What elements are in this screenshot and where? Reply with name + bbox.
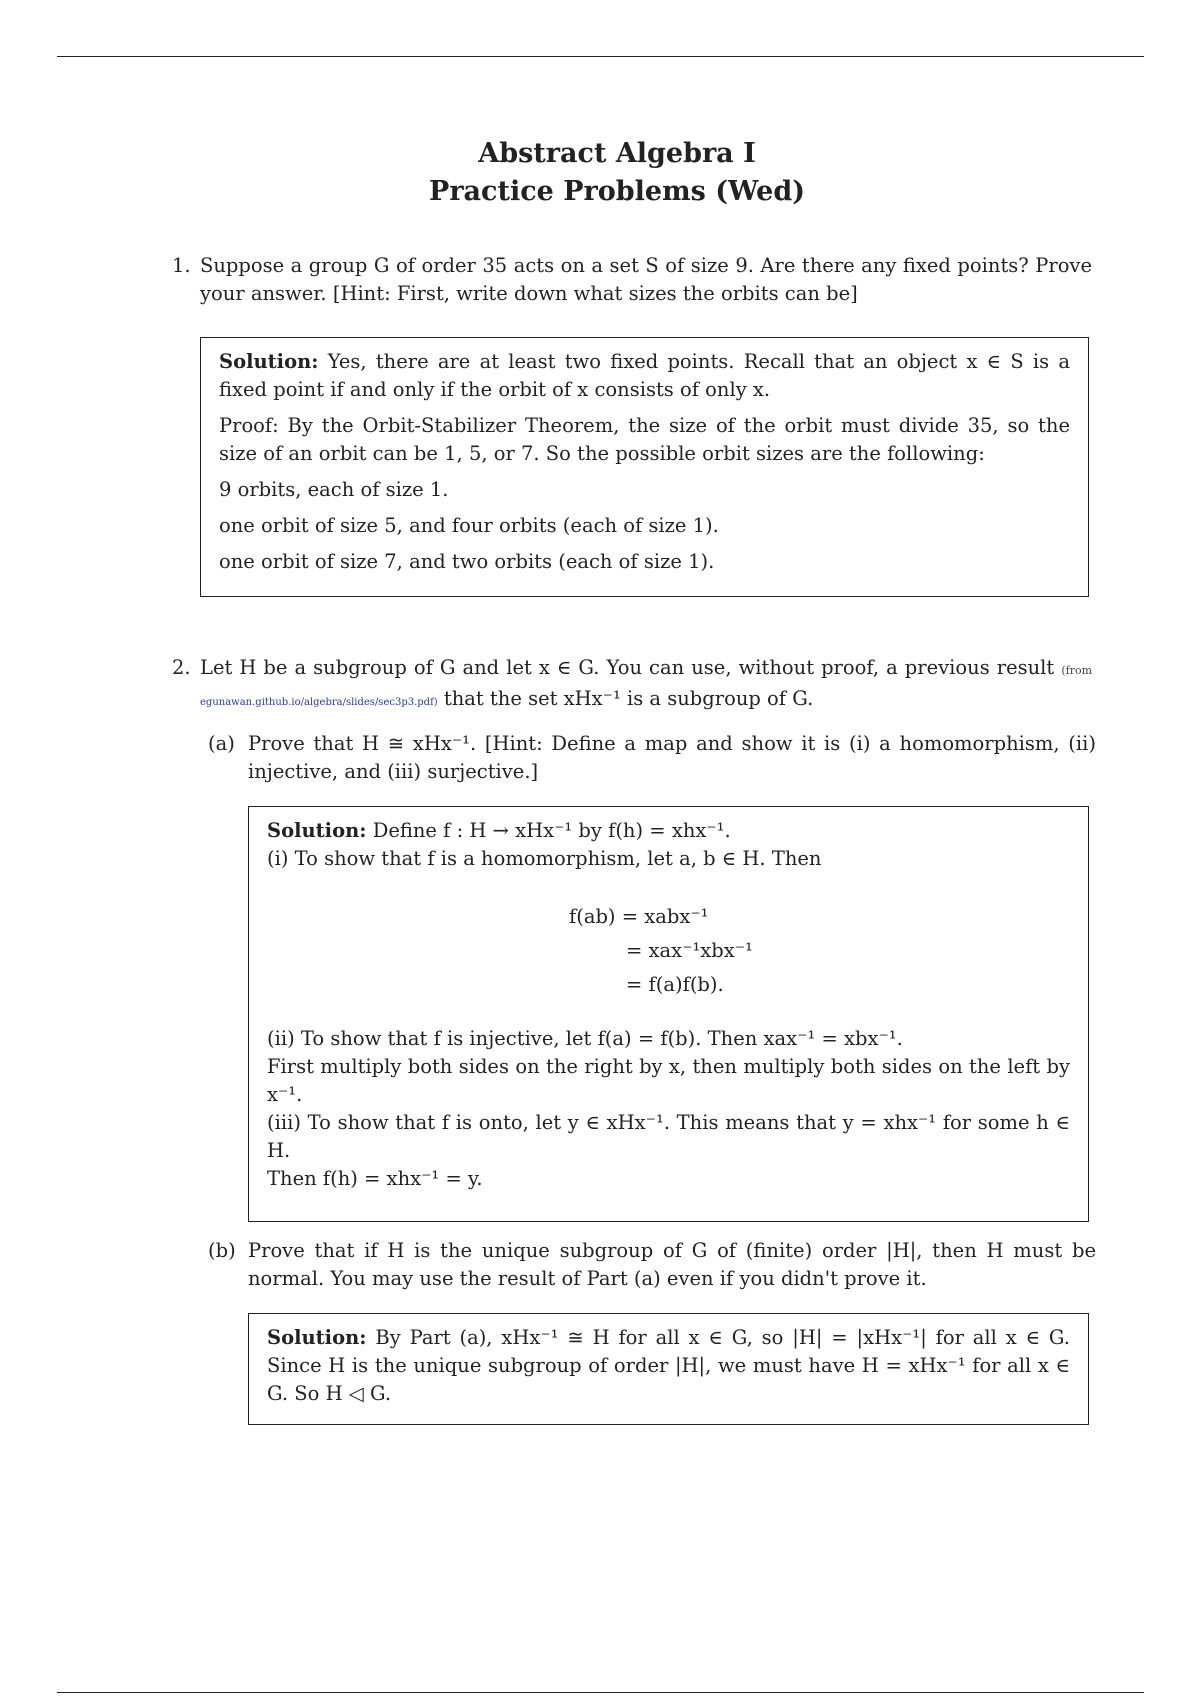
orbit-case-3: one orbit of size 7, and two orbits (each of size 1). [219,550,715,573]
problem-text: Suppose a group G of order 35 acts on a set S of size 9. Are there any fixed points? Prove your answer. [Hint: First, write down what sizes the orbits can be] [200,254,1092,305]
solution-label: Solution: [267,1326,367,1349]
part-label: (b) [208,1239,236,1262]
equation-line: = f(a)f(b). [626,973,724,996]
step-onto-conclusion: Then f(h) = xhx⁻¹ = y. [267,1167,483,1190]
equation-line: = xax⁻¹xbx⁻¹ [626,939,753,962]
top-rule [57,56,1144,57]
injective-onto-steps [267,1025,1070,1193]
solution-box-2a [248,806,1089,1222]
problem-text-part-b: that the set xHx⁻¹ is a subgroup of G. [443,687,814,710]
document-subtitle: Practice Problems (Wed) [429,176,805,207]
part-text: Prove that H ≅ xHx⁻¹. [Hint: Define a map and show it is (i) a homomorphism, (ii) injective, and (iii) surjective.] [248,732,1096,783]
reference-link[interactable]: egunawan.github.io/algebra/slides/sec3p3.pdf) [200,697,438,708]
step-onto: (iii) To show that f is onto, let y ∈ xHx⁻¹. This means that y = xhx⁻¹ for some h ∈ H. [267,1111,1070,1162]
solution-box-1 [200,337,1089,597]
define-text: Define f : H → xHx⁻¹ by f(h) = xhx⁻¹. [372,819,731,842]
part-b [208,1237,1096,1293]
solution-label: Solution: [219,350,319,373]
step-homomorphism: (i) To show that f is a homomorphism, let a, b ∈ H. Then [267,847,822,870]
bottom-rule [57,1692,1144,1693]
problem-1 [172,252,1092,308]
problem-number: 2. [172,656,191,679]
solution-intro [219,348,1070,404]
problem-text-part-a: Let H be a subgroup of G and let x ∈ G. You can use, without proof, a previous result [200,656,1055,679]
problem-2 [172,654,1092,717]
part-text: Prove that if H is the unique subgroup of G of (finite) order |H|, then H must be normal. You may use the result of Part (a) even if you didn't prove it. [248,1239,1096,1290]
orbit-case-2: one orbit of size 5, and four orbits (each of size 1). [219,514,719,537]
equation-block [569,903,753,1005]
define-map [267,817,1070,845]
solution-text: By Part (a), xHx⁻¹ ≅ H for all x ∈ G, so |H| = |xHx⁻¹| for all x ∈ G. Since H is the unique subgroup of order |H|, we must have H = xHx⁻¹ for all x ∈ G. So H ◁ G. [267,1326,1070,1405]
problem-text [200,654,1092,717]
problem-number: 1. [172,254,191,277]
step-injective: (ii) To show that f is injective, let f(a) = f(b). Then xax⁻¹ = xbx⁻¹. [267,1027,903,1050]
orbit-case-1: 9 orbits, each of size 1. [219,478,449,501]
from-note: (from [1061,664,1093,677]
solution-body [267,1324,1070,1408]
solution-text: Yes, there are at least two fixed points. Recall that an object x ∈ S is a fixed point if and only if the orbit of x consists of only x. [219,350,1070,401]
part-a [208,730,1096,786]
equation-line: f(ab) = xabx⁻¹ [569,905,709,928]
solution-label: Solution: [267,819,367,842]
proof-text: Proof: By the Orbit-Stabilizer Theorem, the size of the orbit must divide 35, so the size of an orbit can be 1, 5, or 7. So the possible orbit sizes are the following: [219,414,1070,465]
step-injective-detail: First multiply both sides on the right by x, then multiply both sides on the left by x⁻¹. [267,1055,1070,1106]
document-title: Abstract Algebra I [478,138,756,169]
part-label: (a) [208,732,235,755]
solution-box-2b [248,1313,1089,1425]
